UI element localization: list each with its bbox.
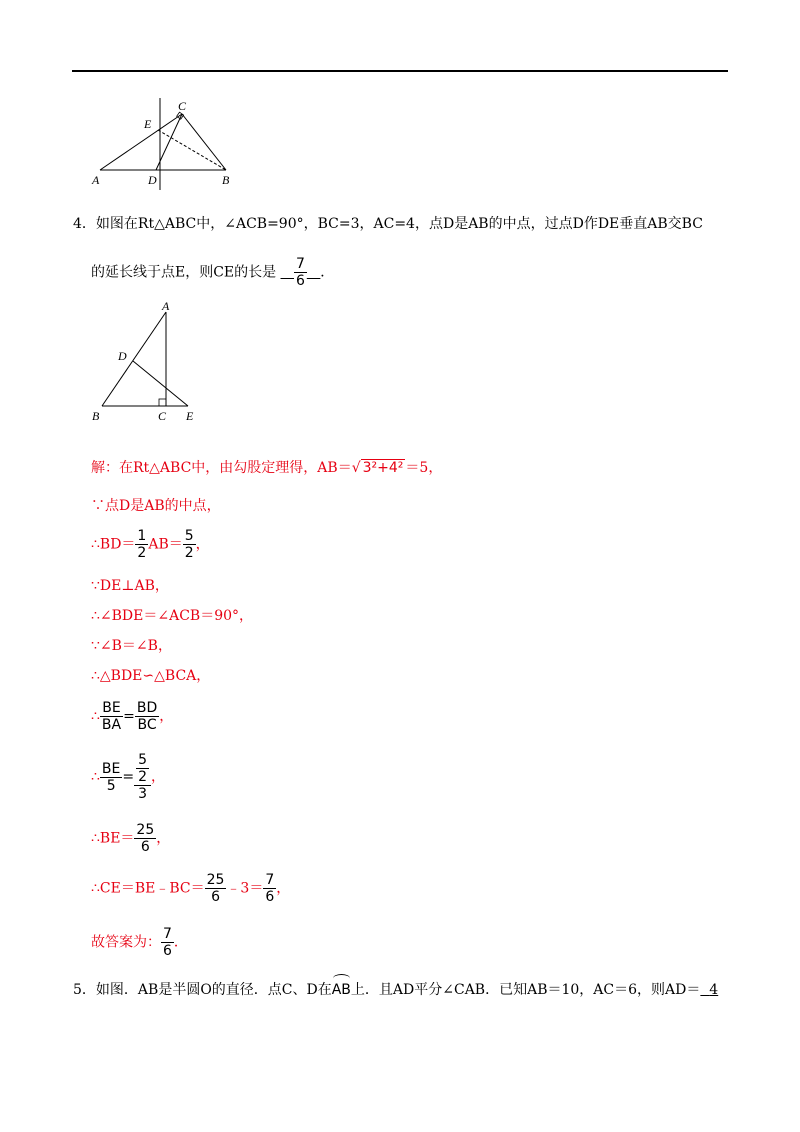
line-cb — [182, 114, 226, 170]
line-ac — [100, 114, 182, 170]
figure-q4 — [88, 300, 208, 426]
solution-line-7: ∴△BDE∽△BCA， — [91, 668, 211, 684]
arc-ab: AB — [332, 976, 351, 1000]
q5-line — [73, 976, 718, 1000]
label-b: B — [92, 409, 100, 423]
solution-line-4: ∵DE⊥AB， — [91, 578, 169, 594]
label-d: D — [148, 173, 157, 187]
solution-line-1: 解：在Rt△ABC中，由勾股定理得，AB＝√ 3²+4² ＝5， — [91, 460, 443, 476]
q4-line2 — [91, 256, 334, 289]
line-eb — [158, 130, 226, 170]
right-angle-mark — [159, 399, 166, 406]
line-ba — [102, 312, 166, 406]
label-e: E — [144, 117, 152, 131]
label-c: C — [158, 409, 167, 423]
solution-line-10: ∴BE＝ $\frac{25}{6}$ ， — [91, 822, 171, 855]
solution-line-6: ∵∠B＝∠B， — [91, 638, 172, 654]
q4-line1 — [73, 214, 703, 234]
q5-text-b: 上．且AD平分∠CAB．已知AB＝10，AC＝6，则AD＝ — [350, 982, 701, 998]
label-c: C — [178, 99, 187, 113]
label-a: A — [162, 300, 170, 313]
q5-answer: 4 — [709, 982, 719, 998]
q4-end: ． — [320, 264, 335, 281]
q4-answer-blank — [281, 256, 321, 289]
solution-line-2: ∵点D是AB的中点， — [91, 498, 221, 514]
label-d: D — [118, 349, 127, 363]
solution-line-5: ∴∠BDE＝∠ACB＝90°， — [91, 608, 254, 624]
solution-line-12: 故答案为： $\frac{7}{6}$ ． — [91, 926, 188, 959]
q4-text-line2: 的延长线于点E，则CE的长是 — [91, 264, 277, 281]
label-e: E — [186, 409, 194, 423]
label-b: B — [222, 173, 230, 187]
q5-text-a: 如图．AB是半圆O的直径．点C、D在 — [95, 982, 332, 998]
q5-number: 5． — [73, 982, 96, 998]
label-a: A — [92, 173, 100, 187]
solution-line-9: ∴ $\frac{BE}{5}$ = $\frac{\frac{5}{2}}{3}$ ， — [91, 752, 166, 802]
solution-line-8: ∴ $\frac{BE}{BA}$ = $\frac{BD}{BC}$ ， — [91, 700, 174, 733]
sqrt-expression: √ 3²+4² — [351, 460, 404, 476]
q4-number: 4． — [73, 216, 96, 232]
figure-top — [90, 96, 240, 192]
header-rule — [72, 70, 728, 72]
solution-line-3: ∴BD＝ $\frac{1}{2}$ AB＝ $\frac{5}{2}$ ， — [91, 528, 210, 561]
solution-line-11: ∴CE＝BE﹣BC＝ $\frac{25}{6}$ ﹣3＝ $\frac{7}{6}$ ， — [91, 872, 291, 905]
q4-answer-fraction: $\frac{7}{6}$ — [295, 256, 305, 289]
q4-text-line1: 如图在Rt△ABC中，∠ACB=90°，BC=3，AC=4，点D是AB的中点，过点D作DE垂直AB交BC — [95, 216, 703, 232]
